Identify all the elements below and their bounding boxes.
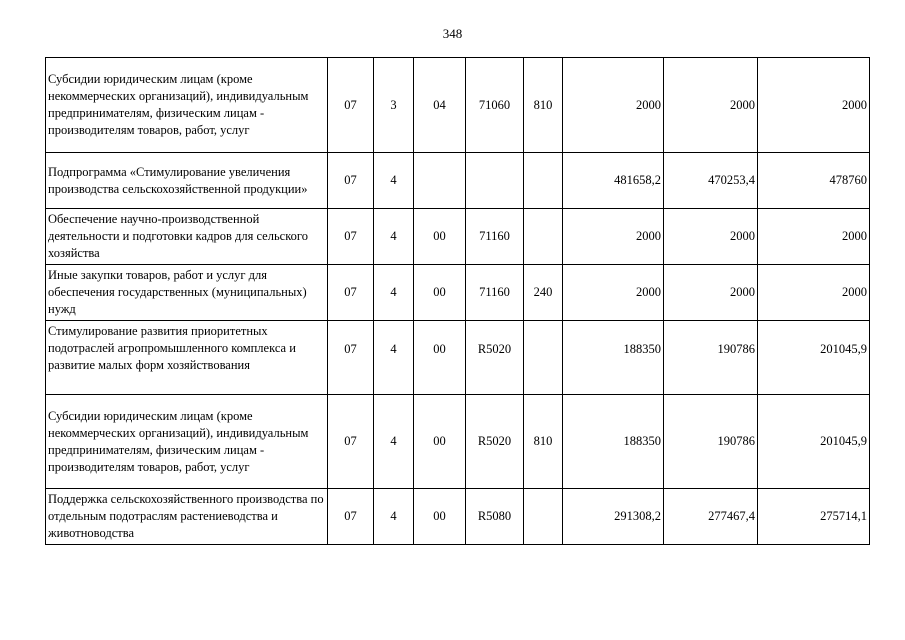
target-code: R5020: [466, 395, 524, 489]
amount-year-2: 190786: [664, 395, 758, 489]
section-code: 07: [328, 321, 374, 395]
target-code: R5080: [466, 489, 524, 545]
program-code: 04: [414, 58, 466, 153]
program-code: [414, 153, 466, 209]
subsection-code: 4: [374, 153, 414, 209]
target-code: 71160: [466, 209, 524, 265]
row-name: Поддержка сельскохозяйственного производства по отдельным подотраслям растениеводства и животноводства: [46, 489, 328, 545]
page-number: 348: [442, 26, 463, 41]
program-code: 00: [414, 265, 466, 321]
subsection-code: 3: [374, 58, 414, 153]
row-name: Иные закупки товаров, работ и услуг для обеспечения государственных (муниципальных) нужд: [46, 265, 328, 321]
table-row: [46, 153, 870, 209]
program-code: 00: [414, 209, 466, 265]
amount-year-3: 201045,9: [758, 395, 870, 489]
target-code: 71060: [466, 58, 524, 153]
expense-type-code: [524, 153, 563, 209]
row-name: Обеспечение научно-производственной деятельности и подготовки кадров для сельского хозяйства: [46, 209, 328, 265]
table-row: [46, 209, 870, 265]
table-row: [46, 395, 870, 489]
row-name: Субсидии юридическим лицам (кроме некоммерческих организаций), индивидуальным предпринимателям, физическим лицам - производителям товаров, работ, услуг: [46, 395, 328, 489]
amount-year-3: 2000: [758, 265, 870, 321]
row-name: Подпрограмма «Стимулирование увеличения производства сельскохозяйственной продукции»: [46, 153, 328, 209]
row-name: Стимулирование развития приоритетных подотраслей агропромышленного комплекса и развитие малых форм хозяйствования: [46, 321, 328, 395]
amount-year-3: 275714,1: [758, 489, 870, 545]
row-name: Субсидии юридическим лицам (кроме некоммерческих организаций), индивидуальным предпринимателям, физическим лицам - производителям товаров, работ, услуг: [46, 58, 328, 153]
amount-year-2: 277467,4: [664, 489, 758, 545]
amount-year-1: 291308,2: [563, 489, 664, 545]
subsection-code: 4: [374, 265, 414, 321]
subsection-code: 4: [374, 209, 414, 265]
amount-year-1: 2000: [563, 209, 664, 265]
amount-year-1: 2000: [563, 265, 664, 321]
section-code: 07: [328, 265, 374, 321]
amount-year-3: 478760: [758, 153, 870, 209]
target-code: [466, 153, 524, 209]
amount-year-1: 2000: [563, 58, 664, 153]
program-code: 00: [414, 489, 466, 545]
expense-type-code: [524, 321, 563, 395]
expense-type-code: 810: [524, 395, 563, 489]
section-code: 07: [328, 489, 374, 545]
budget-table: [45, 57, 870, 545]
expense-type-code: [524, 209, 563, 265]
section-code: 07: [328, 209, 374, 265]
table-row: [46, 58, 870, 153]
table-row: [46, 321, 870, 395]
table-row: [46, 489, 870, 545]
subsection-code: 4: [374, 395, 414, 489]
expense-type-code: 810: [524, 58, 563, 153]
amount-year-2: 2000: [664, 209, 758, 265]
amount-year-1: 481658,2: [563, 153, 664, 209]
section-code: 07: [328, 153, 374, 209]
program-code: 00: [414, 395, 466, 489]
expense-type-code: [524, 489, 563, 545]
amount-year-3: 2000: [758, 58, 870, 153]
subsection-code: 4: [374, 321, 414, 395]
amount-year-1: 188350: [563, 395, 664, 489]
section-code: 07: [328, 58, 374, 153]
amount-year-3: 2000: [758, 209, 870, 265]
amount-year-2: 470253,4: [664, 153, 758, 209]
amount-year-3: 201045,9: [758, 321, 870, 395]
subsection-code: 4: [374, 489, 414, 545]
program-code: 00: [414, 321, 466, 395]
target-code: 71160: [466, 265, 524, 321]
amount-year-1: 188350: [563, 321, 664, 395]
section-code: 07: [328, 395, 374, 489]
amount-year-2: 190786: [664, 321, 758, 395]
target-code: R5020: [466, 321, 524, 395]
expense-type-code: 240: [524, 265, 563, 321]
amount-year-2: 2000: [664, 265, 758, 321]
table-row: [46, 265, 870, 321]
amount-year-2: 2000: [664, 58, 758, 153]
